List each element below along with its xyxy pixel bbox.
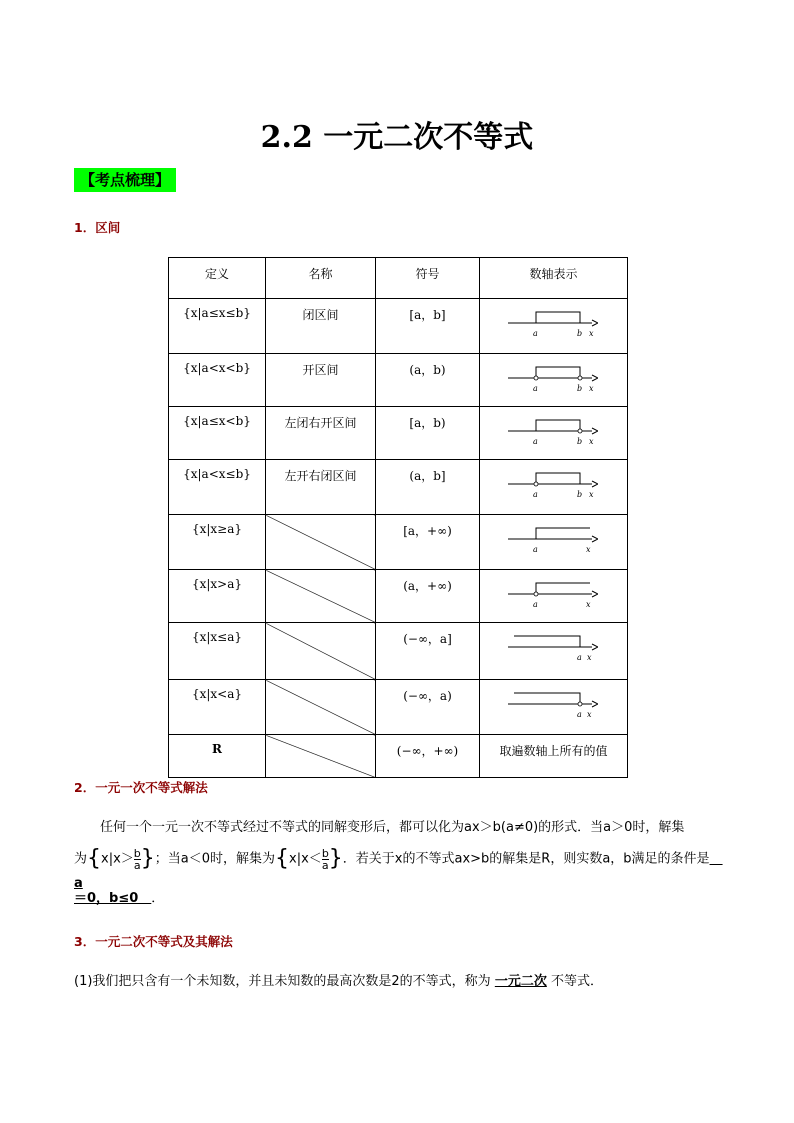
endpoint-b: [578, 376, 582, 380]
symbol-cell: [376, 460, 480, 515]
fraction-b-over-a-2: $\frac{b}{a}$: [321, 846, 329, 872]
definition-cell: [169, 735, 266, 778]
symbol-text: [a，b]: [409, 308, 446, 322]
answer-blank-3: 一元二次: [494, 974, 547, 989]
definition-text: {x|x≤a}: [191, 630, 243, 644]
symbol-text: (a，b]: [409, 469, 446, 483]
number-line-diagram: [508, 417, 598, 447]
interval-table: [168, 257, 628, 778]
paragraph-2-line-3: ＝0，b≤0 ．: [74, 891, 165, 906]
interval-bracket: [536, 420, 580, 431]
paragraph-2-line-2: 为{x|x＞ $\frac{b}{a}$}；当a＜0时，解集为{x|x＜ $\frac{b}{a}$}．若关于x的不等式ax>b的解集是R，则实数a，b满足的条件是 a: [74, 846, 723, 891]
name-text: 左开右闭区间: [284, 469, 357, 483]
endpoint-a: [578, 702, 582, 706]
number-line-diagram: [508, 690, 598, 720]
table-row: [169, 299, 628, 354]
table-header-row: [169, 258, 628, 299]
name-text: 闭区间: [302, 308, 339, 322]
name-cell: [266, 407, 376, 460]
symbol-text: (−∞，a): [403, 689, 452, 703]
number-line: [508, 690, 598, 720]
number-line: [508, 580, 598, 610]
answer-blank-1: a: [74, 851, 723, 891]
label-x: x: [586, 600, 591, 609]
interval-bracket: [536, 367, 580, 378]
number-line-diagram: [508, 309, 598, 339]
endpoint-a: [534, 482, 538, 486]
header-cell: 数轴表示: [480, 258, 628, 299]
interval-bracket: [536, 528, 590, 539]
number-line-cell: [480, 299, 628, 354]
symbol-text: [a，b): [409, 416, 446, 430]
interval-bracket: [536, 473, 580, 484]
page-title: 2.2 一元二次不等式: [260, 120, 534, 155]
definition-text: {x|a<x<b}: [183, 361, 251, 375]
number-line: [508, 309, 598, 339]
symbol-text: (−∞，a]: [403, 632, 452, 646]
definition-cell: [169, 570, 266, 623]
label-a: a: [533, 600, 538, 609]
interval-bracket: [536, 312, 580, 323]
label-x: x: [589, 437, 594, 446]
interval-bracket: [514, 636, 580, 647]
axis-arrow: [592, 644, 598, 650]
interval-bracket: [536, 583, 590, 594]
name-text: 开区间: [302, 363, 339, 377]
definition-cell: [169, 460, 266, 515]
label-a: a: [533, 384, 538, 393]
label-b: b: [577, 329, 583, 338]
section-3-heading: 3．一元二次不等式及其解法: [74, 934, 233, 949]
diagonal-empty-cell: [266, 623, 376, 680]
number-line-text: 取遍数轴上所有的值: [499, 744, 608, 758]
symbol-cell: [376, 623, 480, 680]
axis-arrow: [592, 536, 598, 542]
endpoint-a: [534, 592, 538, 596]
table-row: [169, 515, 628, 570]
axis-arrow: [592, 591, 598, 597]
symbol-cell: [376, 354, 480, 407]
table-row: [169, 407, 628, 460]
definition-cell: [169, 515, 266, 570]
label-a: a: [533, 437, 538, 446]
fraction-b-over-a: $\frac{b}{a}$: [133, 846, 141, 872]
label-a: a: [533, 545, 538, 554]
symbol-text: [a，+∞): [403, 524, 452, 538]
answer-blank-2: ＝0，b≤0: [74, 891, 152, 906]
number-line-diagram: [508, 364, 598, 394]
definition-text: {x|x<a}: [191, 687, 243, 701]
number-line: [508, 633, 598, 663]
section-tag: 【考点梳理】: [74, 168, 176, 192]
header-cell: 符号: [376, 258, 480, 299]
number-line-cell: [480, 460, 628, 515]
symbol-cell: [376, 515, 480, 570]
paragraph-3: (1)我们把只含有一个未知数，并且未知数的最高次数是2的不等式，称为 一元二次 不等式．: [74, 974, 603, 989]
number-line-cell: [480, 570, 628, 623]
symbol-cell: [376, 735, 480, 778]
symbol-cell: [376, 680, 480, 735]
number-line-diagram: [508, 470, 598, 500]
table-row: [169, 680, 628, 735]
symbol-text: (a，+∞): [403, 579, 452, 593]
axis-arrow: [592, 320, 598, 326]
symbol-cell: [376, 299, 480, 354]
number-line-diagram: [508, 633, 598, 663]
table-row: [169, 570, 628, 623]
label-a: a: [533, 490, 538, 499]
interval-bracket: [514, 693, 580, 704]
symbol-text: (a，b): [409, 363, 446, 377]
definition-text: {x|x>a}: [191, 577, 243, 591]
definition-cell: [169, 680, 266, 735]
label-x: x: [586, 545, 591, 554]
number-line-cell: [480, 623, 628, 680]
table-row: [169, 623, 628, 680]
number-line-cell: [480, 735, 628, 778]
axis-arrow: [592, 428, 598, 434]
name-cell: [266, 299, 376, 354]
definition-text: {x|a≤x<b}: [183, 414, 251, 428]
number-line: [508, 525, 598, 555]
header-cell: 名称: [266, 258, 376, 299]
endpoint-b: [578, 429, 582, 433]
label-b: b: [577, 437, 583, 446]
number-line: [508, 364, 598, 394]
label-b: b: [577, 490, 583, 499]
symbol-text: (−∞，+∞): [396, 744, 459, 758]
symbol-cell: [376, 407, 480, 460]
definition-text: {x|a<x≤b}: [183, 467, 251, 481]
label-a: a: [577, 653, 582, 662]
label-a: a: [533, 329, 538, 338]
table-row: [169, 460, 628, 515]
definition-text: {x|x≥a}: [191, 522, 243, 536]
paragraph-2-line-1: 任何一个一元一次不等式经过不等式的同解变形后，都可以化为ax＞b(a≠0)的形式．当a＞0时，解集: [100, 820, 685, 835]
definition-text: {x|a≤x≤b}: [183, 306, 251, 320]
endpoint-a: [534, 376, 538, 380]
symbol-cell: [376, 570, 480, 623]
number-line-cell: [480, 354, 628, 407]
definition-text: R: [212, 742, 222, 756]
name-text: 左闭右开区间: [284, 416, 357, 430]
label-a: a: [577, 710, 582, 719]
axis-arrow: [592, 481, 598, 487]
name-cell: [266, 354, 376, 407]
label-b: b: [577, 384, 583, 393]
diagonal-empty-cell: [266, 570, 376, 623]
label-x: x: [589, 490, 594, 499]
definition-cell: [169, 299, 266, 354]
number-line-cell: [480, 515, 628, 570]
axis-arrow: [592, 701, 598, 707]
number-line: [508, 470, 598, 500]
definition-cell: [169, 623, 266, 680]
table-row: [169, 735, 628, 778]
number-line: [508, 417, 598, 447]
definition-cell: [169, 354, 266, 407]
number-line-cell: [480, 680, 628, 735]
number-line-cell: [480, 407, 628, 460]
diagonal-empty-cell: [266, 515, 376, 570]
name-cell: [266, 460, 376, 515]
label-x: x: [589, 329, 594, 338]
number-line-diagram: [508, 580, 598, 610]
diagonal-empty-cell: [266, 735, 376, 778]
number-line-diagram: [508, 525, 598, 555]
axis-arrow: [592, 375, 598, 381]
table-row: [169, 354, 628, 407]
header-cell: 定义: [169, 258, 266, 299]
section-1-heading: 1．区间: [74, 220, 121, 235]
label-x: x: [589, 384, 594, 393]
section-2-heading: 2．一元一次不等式解法: [74, 780, 208, 795]
label-x: x: [587, 653, 592, 662]
label-x: x: [587, 710, 592, 719]
diagonal-empty-cell: [266, 680, 376, 735]
definition-cell: [169, 407, 266, 460]
